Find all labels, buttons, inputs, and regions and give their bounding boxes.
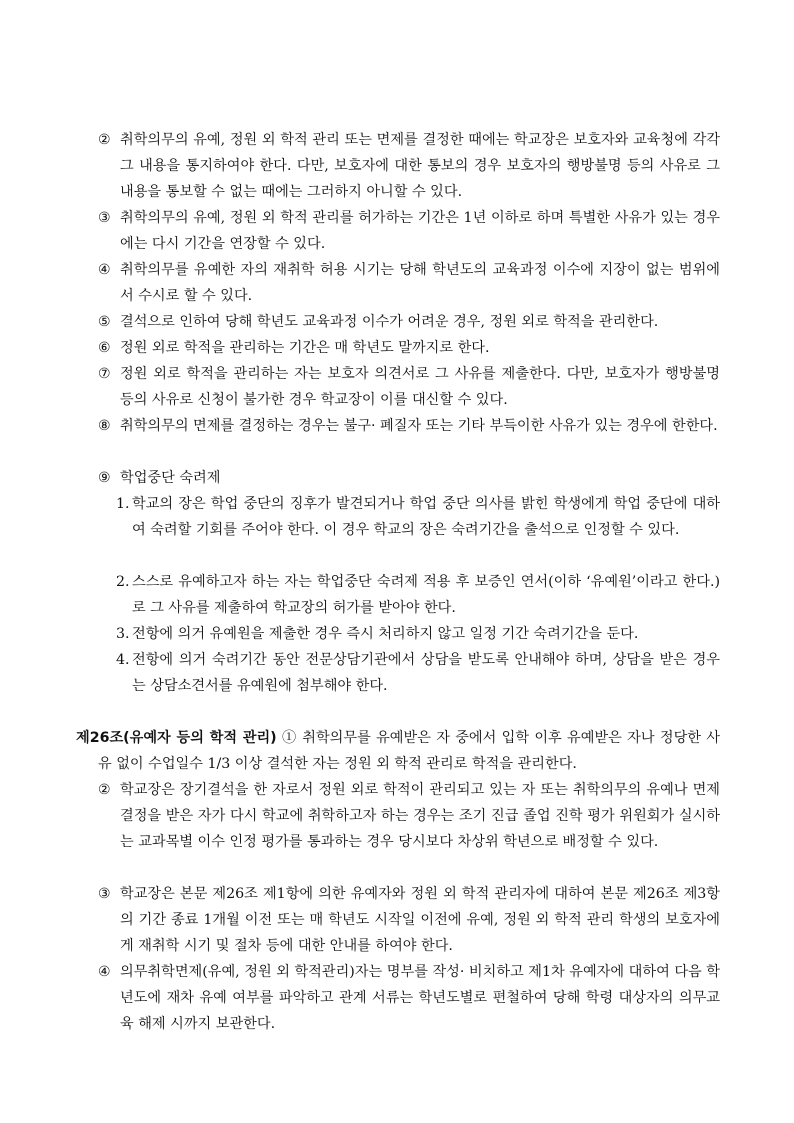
clause-text: 취학의무의 유예, 정원 외 학적 관리 또는 면제를 결정한 때에는 학교장은 보호자와 교육청에 각각 그 내용을 통지하여야 한다. 다만, 보호자에 대한 통보의 경우 보호자의 행방불명 등의 사유로 그 내용을 통보할 수 없는 때에는 그러하지 아니할 수 있다. (120, 132, 720, 200)
clause-marker: ③ (98, 886, 111, 902)
clause-text: 의무취학면제(유예, 정원 외 학적관리)자는 명부를 작성· 비치하고 제1차 유예자에 대하여 다음 학년도에 재차 유예 여부를 파악하고 관계 서류는 학년도별로 편철하여 당해 학령 대상자의 의무교육 해제 시까지 보관한다. (120, 964, 720, 1032)
clause-text: 정원 외로 학적을 관리하는 자는 보호자 의견서로 그 사유를 제출한다. 다만, 보호자가 행방불명 등의 사유로 신청이 불가한 경우 학교장이 이를 대신할 수 있다. (120, 366, 720, 408)
clause-text: 취학의무를 유예한 자의 재취학 허용 시기는 당해 학년도의 교육과정 이수에 지장이 없는 범위에서 수시로 할 수 있다. (120, 262, 720, 304)
subclause-marker: 1. (116, 496, 130, 512)
clause-8 (98, 413, 720, 439)
article-26-intro (76, 725, 720, 777)
clause-4 (98, 257, 720, 309)
subclause-4 (116, 647, 720, 699)
article-26-clause-2 (98, 777, 720, 855)
subclause-marker: 3. (116, 626, 130, 642)
clause-9 (98, 465, 720, 491)
subclause-3 (116, 621, 720, 647)
subclause-text: 스스로 유예하고자 하는 자는 학업중단 숙려제 적용 후 보증인 연서(이하 ‘유예원’이라고 한다.)로 그 사유를 제출하여 학교장의 허가를 받아야 한다. (132, 574, 720, 616)
clause-marker: ② (98, 782, 111, 798)
subclause-marker: 4. (116, 652, 130, 668)
clause-text: 학업중단 숙려제 (120, 470, 221, 486)
subclause-text: 전항에 의거 유예원을 제출한 경우 즉시 처리하지 않고 일정 기간 숙려기간을 둔다. (132, 626, 639, 642)
clause-marker: ⑥ (98, 340, 111, 356)
clause-2 (98, 127, 720, 205)
article-title: 제26조(유예자 등의 학적 관리) (76, 730, 277, 746)
clause-marker: ④ (98, 964, 111, 980)
clause-marker: ⑨ (98, 470, 111, 486)
clause-marker: ⑧ (98, 418, 111, 434)
clause-text: 학교장은 장기결석을 한 자로서 정원 외로 학적이 관리되고 있는 자 또는 취학의무의 유예나 면제 결정을 받은 자가 다시 학교에 취학하고자 하는 경우는 조기 진급 졸업 진학 평가 위원회가 실시하는 교과목별 이수 인정 평가를 통과하는 경우 당시보다 차상위 학년으로 배정할 수 있다. (120, 782, 720, 850)
article-26-clause-4 (98, 959, 720, 1037)
clause-3 (98, 205, 720, 257)
clause-text: 학교장은 본문 제26조 제1항에 의한 유예자와 정원 외 학적 관리자에 대하여 본문 제26조 제3항의 기간 종료 1개월 이전 또는 매 학년도 시작일 이전에 유예, 정원 외 학적 관리 학생의 보호자에게 재취학 시기 및 절차 등에 대한 안내를 하여야 한다. (120, 886, 720, 954)
subclause-marker: 2. (116, 574, 130, 590)
clause-6 (98, 335, 720, 361)
subclause-text: 학교의 장은 학업 중단의 징후가 발견되거나 학업 중단 의사를 밝힌 학생에게 학업 중단에 대하여 숙려할 기회를 주어야 한다. 이 경우 학교의 장은 숙려기간을 출석으로 인정할 수 있다. (132, 496, 720, 538)
clause-text: 취학의무의 면제를 결정하는 경우는 불구· 폐질자 또는 기타 부득이한 사유가 있는 경우에 한한다. (120, 418, 718, 434)
clause-5 (98, 309, 720, 335)
clause-marker: ② (98, 132, 111, 148)
article-first-clause: ① 취학의무를 유예받은 자 중에서 입학 이후 유예받은 자나 정당한 사유 없이 수업일수 1/3 이상 결석한 자는 정원 외 학적 관리로 학적을 관리한다. (98, 730, 721, 772)
clause-marker: ⑦ (98, 366, 111, 382)
clause-text: 취학의무의 유예, 정원 외 학적 관리를 허가하는 기간은 1년 이하로 하며 특별한 사유가 있는 경우에는 다시 기간을 연장할 수 있다. (120, 210, 720, 252)
subclause-2 (116, 569, 720, 621)
clause-text: 결석으로 인하여 당해 학년도 교육과정 이수가 어려운 경우, 정원 외로 학적을 관리한다. (120, 314, 659, 330)
clause-marker: ④ (98, 262, 111, 278)
clause-marker: ③ (98, 210, 111, 226)
clause-text: 정원 외로 학적을 관리하는 기간은 매 학년도 말까지로 한다. (120, 340, 490, 356)
subclause-1 (116, 491, 720, 543)
subclause-text: 전항에 의거 숙려기간 동안 전문상담기관에서 상담을 받도록 안내해야 하며, 상담을 받은 경우는 상담소견서를 유예원에 첨부해야 한다. (132, 652, 720, 694)
clause-7 (98, 361, 720, 413)
article-26-clause-3 (98, 881, 720, 959)
clause-marker: ⑤ (98, 314, 111, 330)
